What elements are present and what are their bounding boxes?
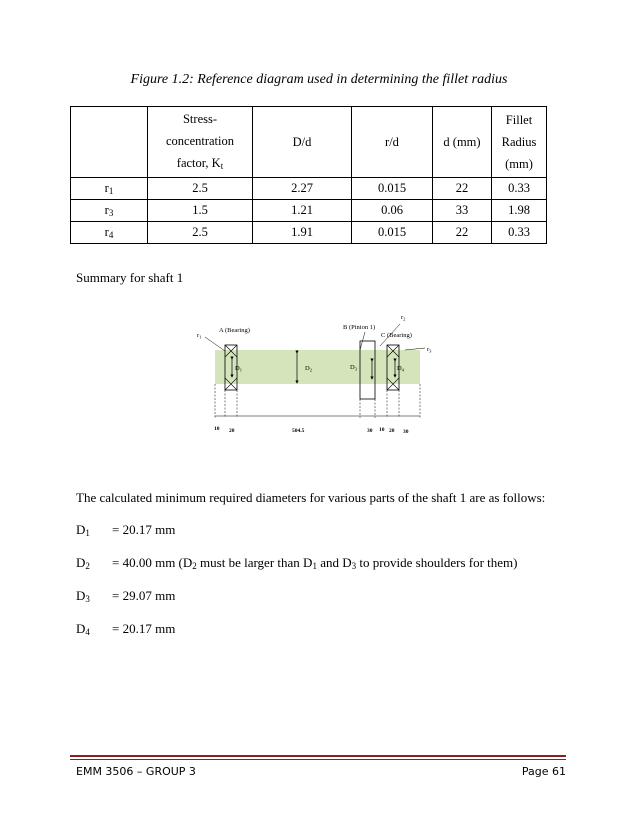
dim-10a: 10 [214,426,220,432]
row-label-sub: 1 [108,186,114,196]
cell-rd: 0.015 [352,178,433,200]
dim-10b: 10 [379,427,385,433]
header-d: d (mm) [433,107,492,178]
row-label-sub: 3 [108,208,114,218]
diameter-label-text: D [76,621,86,636]
footer-course: EMM 3506 – GROUP 3 [76,765,196,778]
cell-fillet: 0.33 [492,222,547,244]
header-fillet-line2: (mm) [505,157,533,171]
cell-dd: 1.91 [253,222,352,244]
diameter-label-sub: 3 [85,594,90,604]
cell-fillet: 0.33 [492,178,547,200]
fillet-radius-table [70,106,547,244]
row-label [71,222,148,244]
header-rd: r/d [352,107,433,178]
cell-k: 2.5 [148,222,253,244]
cell-d: 22 [433,178,492,200]
header-fillet-radius [492,107,547,178]
note-sub: 1 [312,561,317,571]
cell-rd: 0.06 [352,200,433,222]
header-stress-line3: factor, K [176,155,221,170]
diameter-label-text: D [76,555,86,570]
diameter-label [76,522,112,538]
header-empty [71,107,148,178]
figure-caption: Figure 1.2: Reference diagram used in determining the fillet radius [130,72,508,87]
header-stress-sub: t [220,160,224,171]
table-row [71,222,547,244]
diameter-value: = 40.00 mm (D [112,555,193,570]
label-d1: $D_1$ [235,365,242,373]
header-stress-line1: Stress- [182,111,218,126]
header-stress-concentration [148,107,253,178]
diameter-line-d2 [76,555,518,571]
footer-page-number: Page 61 [521,765,566,778]
cell-k: 2.5 [148,178,253,200]
label-d4: $D_4$ [397,365,404,373]
cell-d: 33 [433,200,492,222]
label-pinion-b: B (Pinion 1) [343,324,376,331]
row-label-text: r [104,181,109,195]
diameter-value: = 20.17 mm [112,522,176,537]
diameter-value: = 29.07 mm [112,588,176,603]
cell-dd: 2.27 [253,178,352,200]
label-d3: $D_3$ [350,364,357,372]
note-sub: 3 [351,561,357,571]
header-dd: D/d [253,107,352,178]
diameter-label [76,555,112,571]
label-r3: $r_3$ [427,346,432,354]
dim-30b: 30 [403,429,409,435]
row-label [71,178,148,200]
cell-k: 1.5 [148,200,253,222]
diameter-label-sub: 4 [85,627,90,637]
intro-text: The calculated minimum required diameters for various parts of the shaft 1 are as follows: [76,490,546,505]
row-label-sub: 4 [108,230,114,240]
dim-20b: 20 [389,428,395,434]
shaft-diagram [195,312,435,442]
dim-20a: 20 [229,428,235,434]
diameter-line-d1 [76,522,175,538]
leader-a [205,337,225,351]
diameter-label-sub: 2 [85,561,90,571]
dim-30a: 30 [367,428,373,434]
note-text: must be larger than D [196,555,313,570]
diameter-label-text: D [76,522,86,537]
cell-rd: 0.015 [352,222,433,244]
diameter-label [76,588,112,604]
cell-fillet: 1.98 [492,200,547,222]
cell-dd: 1.21 [253,200,352,222]
summary-heading: Summary for shaft 1 [76,270,184,285]
footer-rule [70,759,566,760]
table-row [71,178,547,200]
note-sub: 2 [192,561,197,571]
extension-lines [215,384,420,418]
diameter-line-d4 [76,621,175,637]
label-d2: $D_2$ [305,365,312,373]
row-label-text: r [104,203,109,217]
note-text: and D [316,555,352,570]
label-r1: $r_1$ [197,332,202,340]
table-header-row [71,107,547,178]
diameter-value: = 20.17 mm [112,621,176,636]
header-fillet-line1: Fillet Radius [501,113,537,149]
label-r2: $r_2$ [401,314,406,322]
row-label [71,200,148,222]
cell-d: 22 [433,222,492,244]
table-row [71,200,547,222]
note-text: to provide shoulders for them) [356,555,518,570]
diameter-line-d3 [76,588,175,604]
diameter-label-text: D [76,588,86,603]
label-bearing-c: C (Bearing) [381,332,412,339]
row-label-text: r [104,225,109,239]
leader-r3 [405,348,425,350]
header-stress-line2: concentration [165,133,235,148]
diameter-label-sub: 1 [85,528,90,538]
footer-rule [70,755,566,757]
label-bearing-a: A (Bearing) [219,327,250,334]
dim-504: 504.5 [292,428,305,434]
diameter-label [76,621,112,637]
